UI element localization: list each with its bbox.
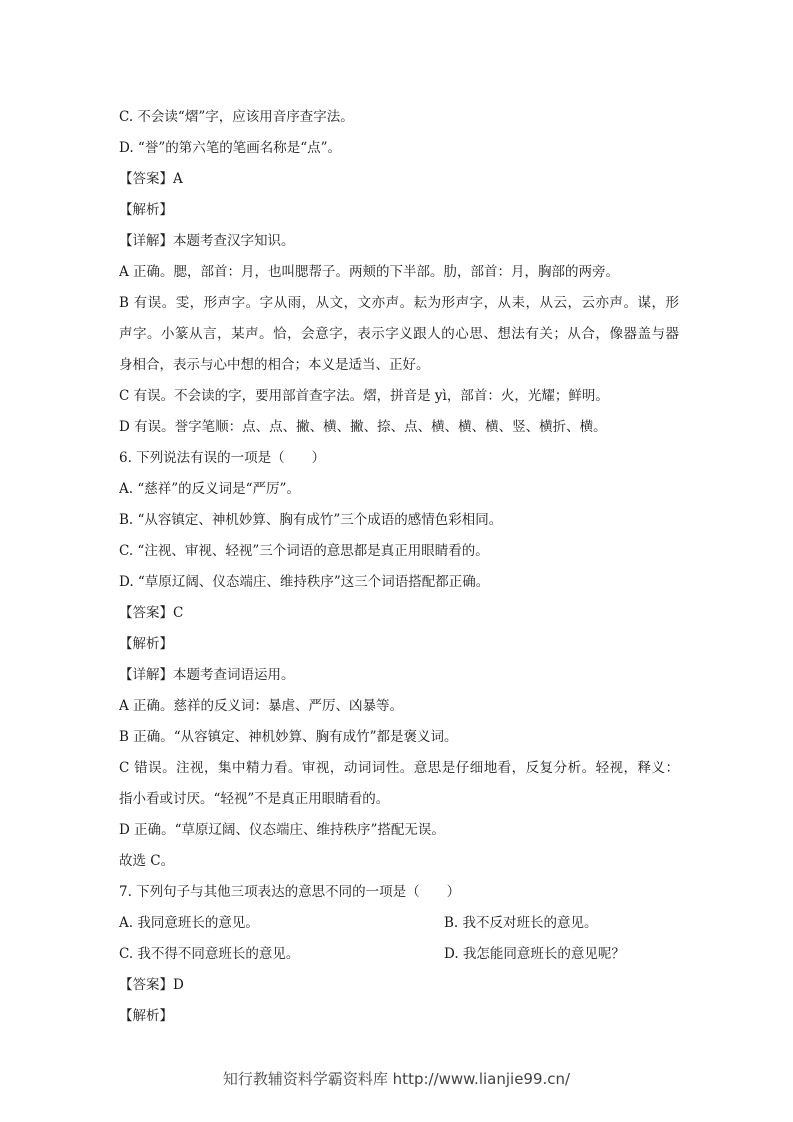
analysis-heading-q5: 【解析】 [119, 202, 173, 218]
option-c-q7: C. 我不得不同意班长的意见。 [119, 946, 300, 962]
detail-b-q5-line3: 身相合，表示与心中想的相合；本义是适当、正好。 [119, 357, 430, 373]
detail-c-q6-line1: C 错误。注视，集中精力看。审视，动词词性。意思是仔细地看，反复分析。轻视，释义： [119, 760, 679, 776]
answer-q7: 【答案】D [119, 977, 184, 993]
analysis-heading-q6: 【解析】 [119, 636, 173, 652]
question-6: 6. 下列说法有误的一项是（ ） [119, 450, 326, 466]
detail-a-q6: A 正确。慈祥的反义词：暴虐、严厉、凶暴等。 [119, 698, 404, 714]
detail-a-q5: A 正确。腮，部首：月，也叫腮帮子。两颊的下半部。肋，部首：月，胸部的两旁。 [119, 264, 620, 280]
options-row-2-q7 [119, 939, 679, 970]
option-d-q5: D. “誉”的第六笔的笔画名称是“点”。 [119, 140, 342, 156]
detail-d-q5: D 有误。誉字笔顺：点、点、撇、横、撇、捺、点、横、横、横、竖、横折、横。 [119, 419, 607, 435]
options-row-1-q7 [119, 908, 679, 939]
answer-q6: 【答案】C [119, 605, 184, 621]
option-a-q7: A. 我同意班长的意见。 [119, 915, 259, 931]
detail-c-q5: C 有误。不会读的字，要用部首查字法。熠，拼音是 yì，部首：火，光耀；鲜明。 [119, 388, 609, 404]
detail-c-q6-line2: 指小看或讨厌。“轻视”不是真正用眼睛看的。 [119, 791, 390, 807]
option-a-q6: A. “慈祥”的反义词是“严厉”。 [119, 481, 300, 497]
detail-d-q6: D 正确。“草原辽阔、仪态端庄、维持秩序”搭配无误。 [119, 822, 445, 838]
footer-watermark: 知行教辅资料学霸资料库 http://www.lianjie99.cn/ [222, 1070, 571, 1088]
option-b-q6: B. “从容镇定、神机妙算、胸有成竹”三个成语的感情色彩相同。 [119, 512, 503, 528]
option-c-q6: C. “注视、审视、轻视”三个词语的意思都是真正用眼睛看的。 [119, 543, 489, 559]
conclusion-q6: 故选 C。 [119, 853, 175, 869]
detail-b-q6: B 正确。“从容镇定、神机妙算、胸有成竹”都是褒义词。 [119, 729, 458, 745]
answer-q5: 【答案】A [119, 171, 183, 187]
analysis-heading-q7: 【解析】 [119, 1008, 173, 1024]
option-b-q7: B. 我不反对班长的意见。 [444, 915, 598, 931]
option-c-q5: C. 不会读“熠”字，应该用音序查字法。 [119, 109, 354, 125]
option-d-q7: D. 我怎能同意班长的意见呢？ [444, 946, 625, 962]
document-body [119, 102, 679, 1032]
detail-b-q5-line2: 声字。小篆从言，某声。恰，会意字，表示字义跟人的心思、想法有关；从合，像器盖与器 [119, 326, 679, 342]
question-7: 7. 下列句子与其他三项表达的意思不同的一项是（ ） [119, 884, 461, 900]
detail-intro-q5: 【详解】本题考查汉字知识。 [119, 233, 295, 249]
detail-b-q5-line1: B 有误。雯，形声字。字从雨，从文，文亦声。耘为形声字，从耒，从云，云亦声。谋，形 [119, 295, 679, 311]
detail-intro-q6: 【详解】本题考查词语运用。 [119, 667, 295, 683]
option-d-q6: D. “草原辽阔、仪态端庄、维持秩序”这三个词语搭配都正确。 [119, 574, 490, 590]
